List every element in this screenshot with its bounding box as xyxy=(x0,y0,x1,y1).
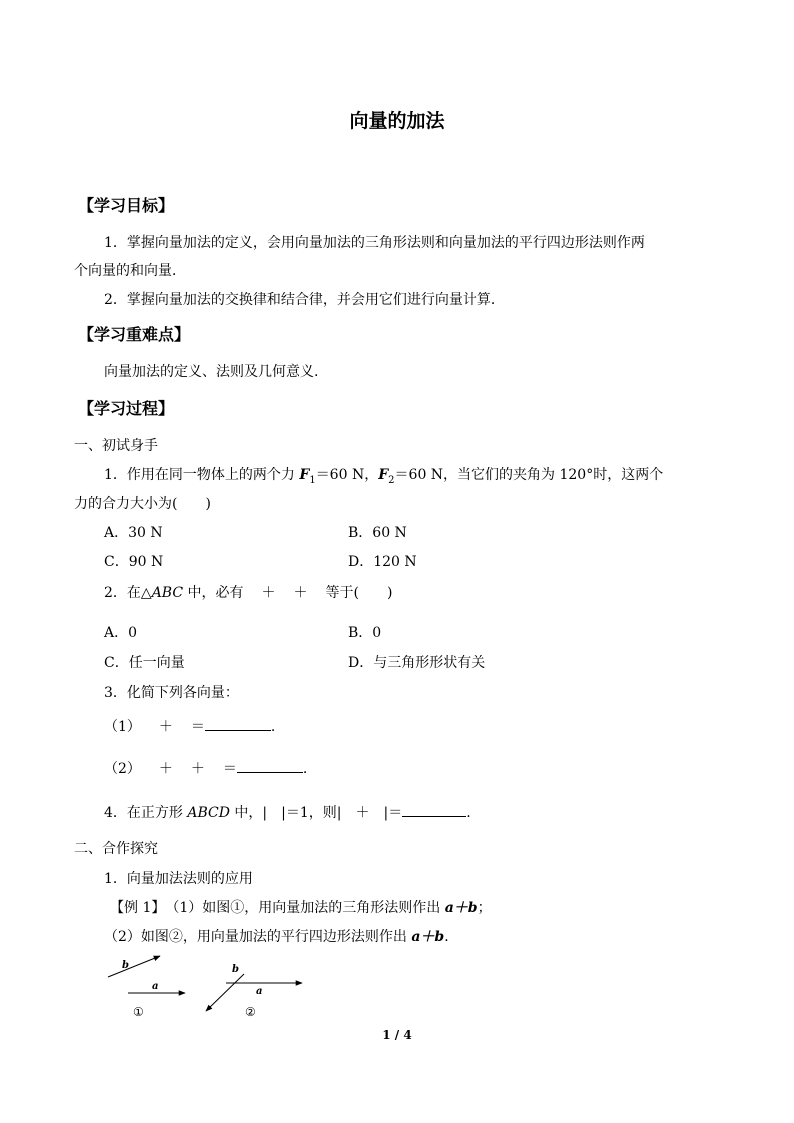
question-4: 4．在正方形 ABCD 中，| |＝1，则| ＋ |＝ . xyxy=(104,802,471,822)
fig2-label-a: a xyxy=(256,986,263,997)
example-1: 【例 1】 （1）如图①，用向量加法的三角形法则作出 a＋b； xyxy=(110,900,492,916)
question-2: 2．在△ABC 中，必有 ＋ ＋ 等于( ) xyxy=(104,585,393,601)
page-number: 1 / 4 xyxy=(382,1028,412,1042)
q1-option-a: A．30 N xyxy=(104,525,163,541)
question-3-1: （1） ＋ ＝ . xyxy=(104,716,275,736)
q1-option-d: D．120 N xyxy=(348,554,417,570)
key-points-heading: 【学习重难点】 xyxy=(78,325,191,344)
question-3-2: （2） ＋ ＋ ＝ . xyxy=(104,758,307,778)
question-1-line-1: 1．作用在同一物体上的两个力 $F_1=60$ N，$F_2=60$ N，当它们的夹角为 120°时，这两个 xyxy=(104,467,664,486)
question-3: 3．化简下列各向量： xyxy=(104,685,239,701)
goal-1-line-2: 个向量的和向量． xyxy=(74,263,186,279)
q1-option-b: B．60 N xyxy=(348,525,407,541)
fig1-number: ① xyxy=(133,1005,144,1019)
fig2-label-b: b xyxy=(232,964,239,975)
subsection-1: 1．向量加法法则的应用 xyxy=(104,871,253,887)
q2-option-a: A．0 xyxy=(104,625,138,641)
document-title: 向量的加法 xyxy=(349,110,445,132)
fig1-label-a: a xyxy=(152,981,159,992)
key-points-text: 向量加法的定义、法则及几何意义. xyxy=(104,364,319,380)
process-heading: 【学习过程】 xyxy=(78,399,175,418)
question-1-line-2: 力的合力大小为( ) xyxy=(74,496,211,512)
fig1-vector-b xyxy=(108,956,160,977)
fig1-label-b: b xyxy=(122,960,129,971)
example-1-part-2: （2）如图②，用向量加法的平行四边形法则作出 a＋b． xyxy=(104,929,459,945)
q2-option-b: B．0 xyxy=(348,625,382,641)
q2-option-d: D．与三角形形状有关 xyxy=(348,655,486,671)
q1-option-c: C．90 N xyxy=(104,554,164,570)
goal-1-line-1: 1．掌握向量加法的定义，会用向量加法的三角形法则和向量加法的平行四边形法则作两 xyxy=(104,235,645,251)
fig2-vector-b xyxy=(206,974,244,1011)
goal-2: 2．掌握向量加法的交换律和结合律，并会用它们进行向量计算． xyxy=(104,292,505,308)
q2-option-c: C．任一向量 xyxy=(104,655,185,671)
part-1-heading: 一、初试身手 xyxy=(74,438,158,454)
part-2-heading: 二、合作探究 xyxy=(74,841,158,857)
goals-heading: 【学习目标】 xyxy=(78,196,175,215)
fig2-number: ② xyxy=(245,1005,256,1019)
